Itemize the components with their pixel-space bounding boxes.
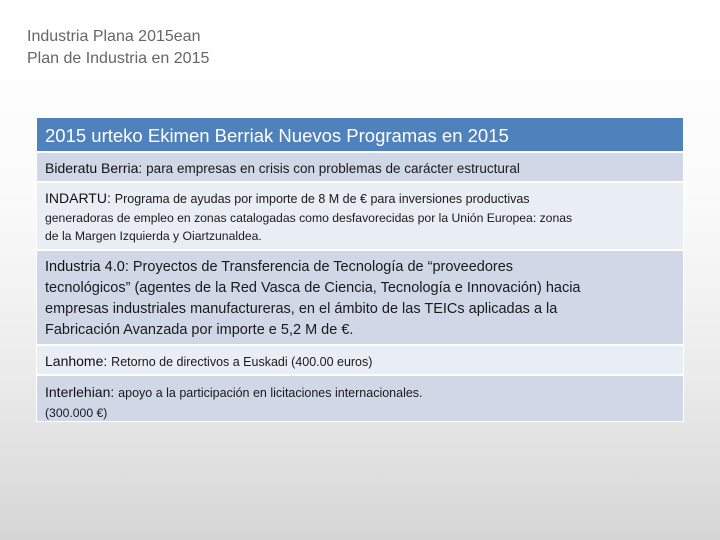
program-description-line: Proyectos de Transferencia de Tecnología de “proveedores [132,259,514,275]
programs-table [36,117,684,422]
program-description-line: empresas industriales manufactureras, en el ámbito de las TEICs aplicadas a la [45,301,558,317]
table-row-lanhome: Lanhome: Retorno de directivos a Euskadi (400.00 euros) [36,345,684,375]
title-line-spanish: Plan de Industria en 2015 [27,50,210,67]
program-name: Industria 4.0 [45,259,125,275]
program-description-line: (300.000 €) [45,406,108,420]
slide-title [27,26,209,70]
table-row-indartu: INDARTU: Programa de ayudas por importe de 8 M de € para inversiones productivas generadoras de empleo en zonas catalogadas como desfavorecidas por la Unión Europea: zonas de la Margen Izquierda y Oiartzunaldea. [36,182,684,250]
program-description-line: apoyo a la participación en licitaciones internacionales. [118,386,423,400]
program-name: INDARTU [45,190,107,206]
program-description: para empresas en crisis con problemas de carácter estructural [146,161,520,176]
program-description-line: de la Margen Izquierda y Oiartzunaldea. [45,229,262,243]
program-description-line: tecnológicos” (agentes de la Red Vasca de Ciencia, Tecnología e Innovación) hacia [45,280,581,296]
title-line-basque: Industria Plana 2015ean [27,28,201,45]
table-row-bideratu-berria: Bideratu Berria: para empresas en crisis con problemas de carácter estructural [36,152,684,182]
program-name: Bideratu Berria [45,160,139,176]
program-name: Interlehian [45,384,111,400]
table-row-industria-4-0: Industria 4.0: Proyectos de Transferencia de Tecnología de “proveedores tecnológicos” (agentes de la Red Vasca de Ciencia, Tecnología e Innovación) hacia empresas industriales manufactureras, en el ámbito de las TEICs aplicadas a la Fabricación Avanzada por importe e 5,2 M de €. [36,250,684,345]
table-row-interlehian: Interlehian: apoyo a la participación en licitaciones internacionales. (300.000 €) [36,375,684,422]
table-header: 2015 urteko Ekimen Berriak Nuevos Programas en 2015 [36,117,684,152]
program-name: Lanhome [45,353,104,369]
program-description: Retorno de directivos a Euskadi (400.00 euros) [111,355,373,369]
program-description-line: generadoras de empleo en zonas catalogadas como desfavorecidas por la Unión Europea: zonas [45,211,573,225]
program-description-line: Programa de ayudas por importe de 8 M de € para inversiones productivas [114,192,530,206]
program-description-line: Fabricación Avanzada por importe e 5,2 M de €. [45,322,354,338]
